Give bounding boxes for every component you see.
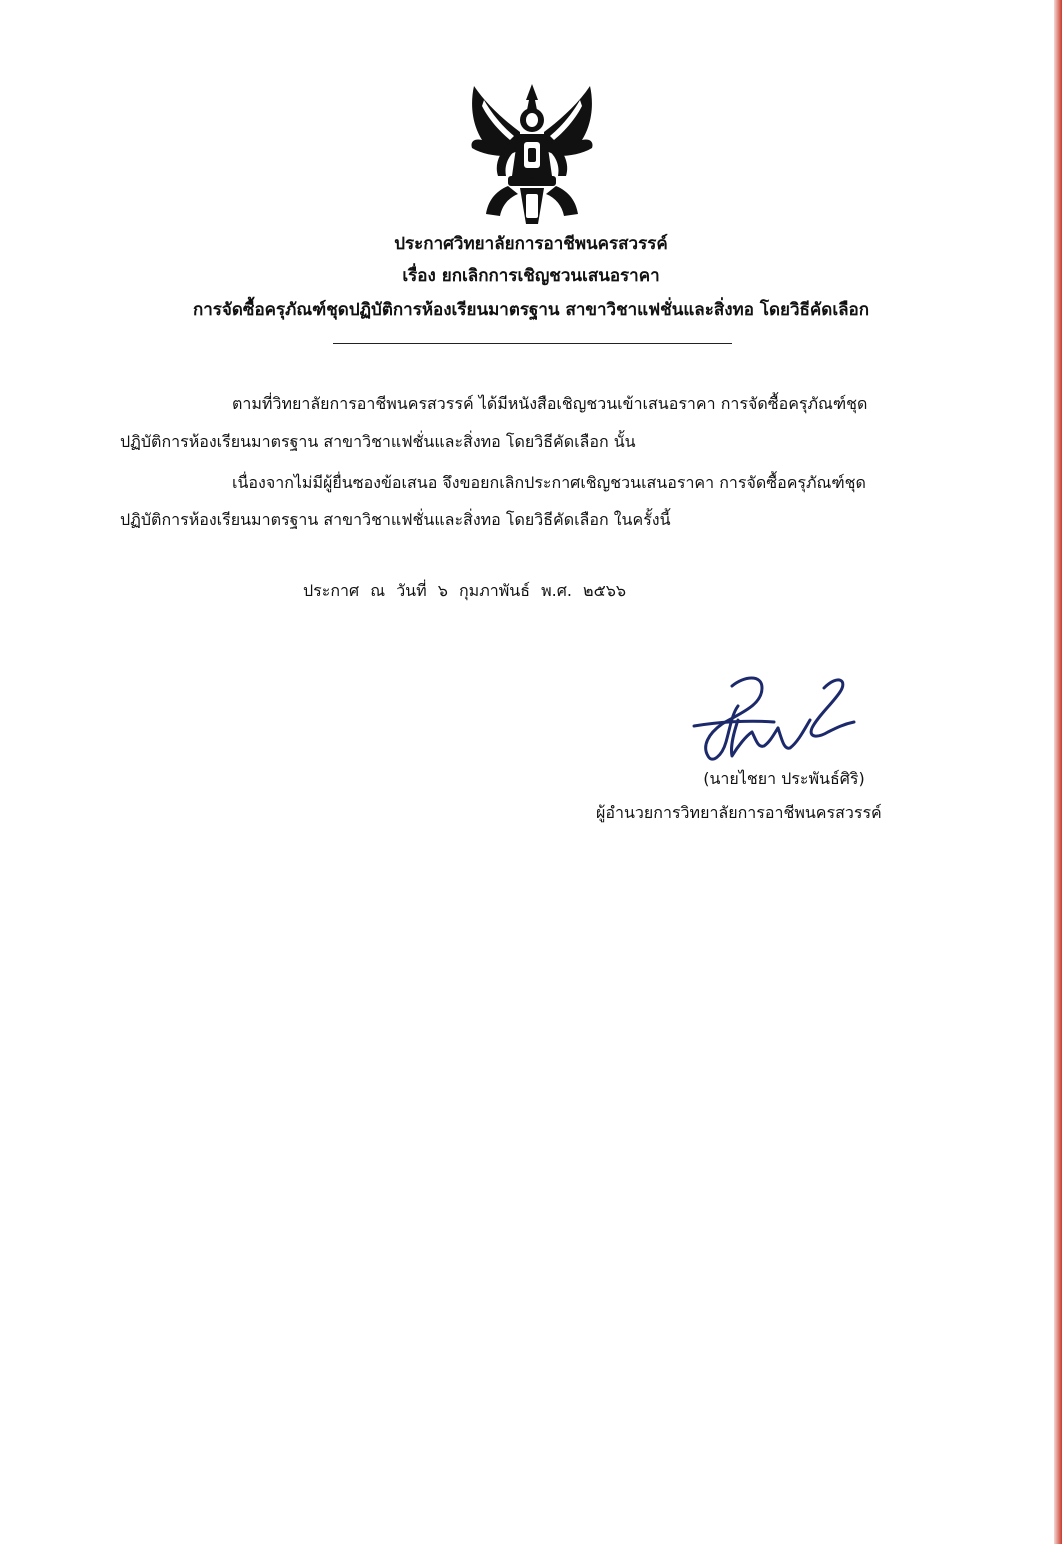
signer-position: ผู้อำนวยการวิทยาลัยการอาชีพนครสวรรค์ [596,803,882,822]
handwritten-signature-icon [678,666,868,770]
garuda-emblem-icon [464,80,600,228]
paragraph-1-line-1: ตามที่วิทยาลัยการอาชีพนครสวรรค์ ได้มีหนังสือเชิญชวนเข้าเสนอราคา การจัดซื้อครุภัณฑ์ชุด [232,394,868,413]
paragraph-2-line-1: เนื่องจากไม่มีผู้ยื่นซองข้อเสนอ จึงขอยกเลิกประกาศเชิญชวนเสนอราคา การจัดซื้อครุภัณฑ์ชุด [232,473,866,492]
paragraph-2-line-2: ปฏิบัติการห้องเรียนมาตรฐาน สาขาวิชาแฟชั่นและสิ่งทอ โดยวิธีคัดเลือก ในครั้งนี้ [120,510,671,529]
announcement-procurement-title: การจัดซื้อครุภัณฑ์ชุดปฏิบัติการห้องเรียนมาตรฐาน สาขาวิชาแฟชั่นและสิ่งทอ โดยวิธีคัดเลือก [192,300,870,320]
announcement-subject: เรื่อง ยกเลิกการเชิญชวนเสนอราคา [402,266,660,286]
paragraph-1-line-2: ปฏิบัติการห้องเรียนมาตรฐาน สาขาวิชาแฟชั่นและสิ่งทอ โดยวิธีคัดเลือก นั้น [120,432,636,451]
header-divider [333,343,732,344]
signer-name: (นายไชยา ประพันธ์ศิริ) [703,769,865,788]
announcement-title: ประกาศวิทยาลัยการอาชีพนครสวรรค์ [394,234,668,254]
announcement-date: ประกาศ ณ วันที่ ๖ กุมภาพันธ์ พ.ศ. ๒๕๖๖ [303,581,627,600]
